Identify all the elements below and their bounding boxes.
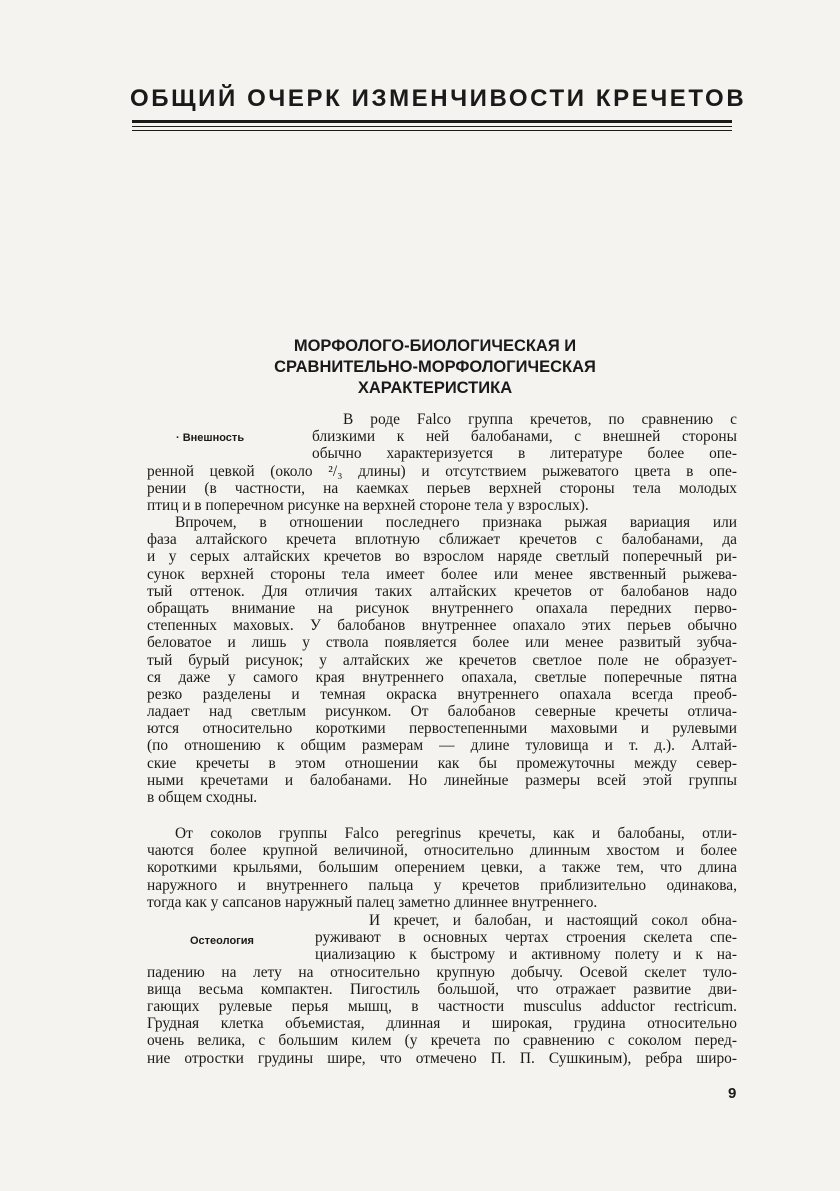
text-line: циализацию к быстрому и активному полету и к на- [315,946,737,964]
text-line: И кречет, и балобан, и настоящий сокол обна- [369,912,737,929]
paragraph-osteology [147,912,737,1067]
chapter-title: ОБЩИЙ ОЧЕРК ИЗМЕНЧИВОСТИ КРЕЧЕТОВ [130,85,747,112]
text-line: и у серых алтайских кречетов во взрослом наряде светлый поперечный ри- [147,548,737,566]
title-rule-thin [132,126,732,127]
section-title-line: СРАВНИТЕЛЬНО-МОРФОЛОГИЧЕСКАЯ [274,358,596,376]
text-line: ские кречеты в этом отношении как бы промежуточны между север- [147,754,737,772]
text-line: (по отношению к общим размерам — длине туловища и т. д.). Алтай- [147,737,737,755]
text-line: В роде Falco группа кречетов, по сравнению с [343,411,737,428]
margin-label-appearance: · Внешность [176,432,245,444]
paragraph-coloration [147,514,737,806]
title-rule-thin-2 [132,130,732,131]
text-line: ние отростки грудины шире, что отмечено П. П. Сушкиным), ребра широ- [147,1049,737,1067]
section-title-line: МОРФОЛОГО-БИОЛОГИЧЕСКАЯ И [293,337,577,355]
text-line: тый бурый рисунок; у алтайских же кречетов светлое поле не образует- [147,651,737,669]
text-line: ренной цевкой (около ²/₃ длины) и отсутствием рыжеватого цвета в опе- [147,462,737,480]
text-line: тый оттенок. Для отличия таких алтайских кречетов от балобанов надо [147,582,737,600]
text-line: в общем сходны. [147,789,258,806]
text-line: птиц и в поперечном рисунке на верхней стороне тела у взрослых). [147,496,589,514]
page-number: 9 [728,1085,737,1102]
text-line: сунок верхней стороны тела имеет более или менее явственный рыжева- [147,565,737,583]
section-title-line: ХАРАКТЕРИСТИКА [357,379,513,397]
text-line: обычно характеризуется в литературе более опе- [312,445,737,463]
paragraph-appearance [147,411,737,514]
text-line: тогда как у сапсанов наружный палец заметно длиннее внутреннего. [147,893,598,911]
text-line: падению на лету на относительно крупную добычу. Осевой скелет туло- [147,963,737,981]
text-line: гающих рулевые перья мышц, в частности musculus adductor rectricum. [147,997,737,1015]
section-title [170,336,700,399]
text-line: руживают в основных чертах строения скелета спе- [315,929,737,947]
text-line: фаза алтайского кречета вплотную сближает кречетов с балобанами, да [147,531,737,549]
text-line: близкими к ней балобанами, с внешней стороны [312,428,737,446]
text-line: наружного и внутреннего пальца у кречетов приблизительно одинакова, [147,876,737,894]
text-line: чаются более крупной величиной, относительно длинным хвостом и более [147,842,737,860]
title-rule-thick [132,120,732,123]
text-line: вища весьма компактен. Пигостиль большой, что отражает развитие дви- [147,980,737,998]
text-line: ными кречетами и балобанами. Но линейные размеры всей этой группы [147,771,737,789]
text-line: От соколов группы Falco peregrinus кречеты, как и балобаны, отли- [175,825,737,842]
text-line: Грудная клетка объемистая, длинная и широкая, грудина относительно [147,1015,737,1033]
text-line: рении (в частности, на каемках перьев верхней стороны тела молодых [147,479,737,497]
text-line: короткими крыльями, большим оперением цевки, а также тем, что длина [147,859,737,877]
text-line: ются относительно короткими первостепенными маховыми и рулевыми [147,720,737,738]
text-line: степенных маховых. У балобанов внутреннее опахало этих перьев обычно [147,617,737,635]
margin-label-osteology: Остеология [190,935,254,947]
text-line: Впрочем, в отношении последнего признака рыжая вариация или [175,514,737,531]
paragraph-peregrine [147,825,737,911]
text-line: очень велика, с большим килем (у кречета по сравнению с соколом перед- [147,1032,737,1050]
text-line: резко разделены и темная окраска внутреннего опахала всегда преоб- [147,685,737,703]
text-line: ся даже у самого края внутреннего опахала, светлые поперечные пятна [147,668,737,686]
text-line: обращать внимание на рисунок внутреннего опахала передних перво- [147,599,737,617]
text-line: беловатое и лишь у ствола появляется более или менее развитый зубча- [147,634,737,652]
text-line: ладает над светлым рисунком. От балобанов северные кречеты отлича- [147,703,737,721]
